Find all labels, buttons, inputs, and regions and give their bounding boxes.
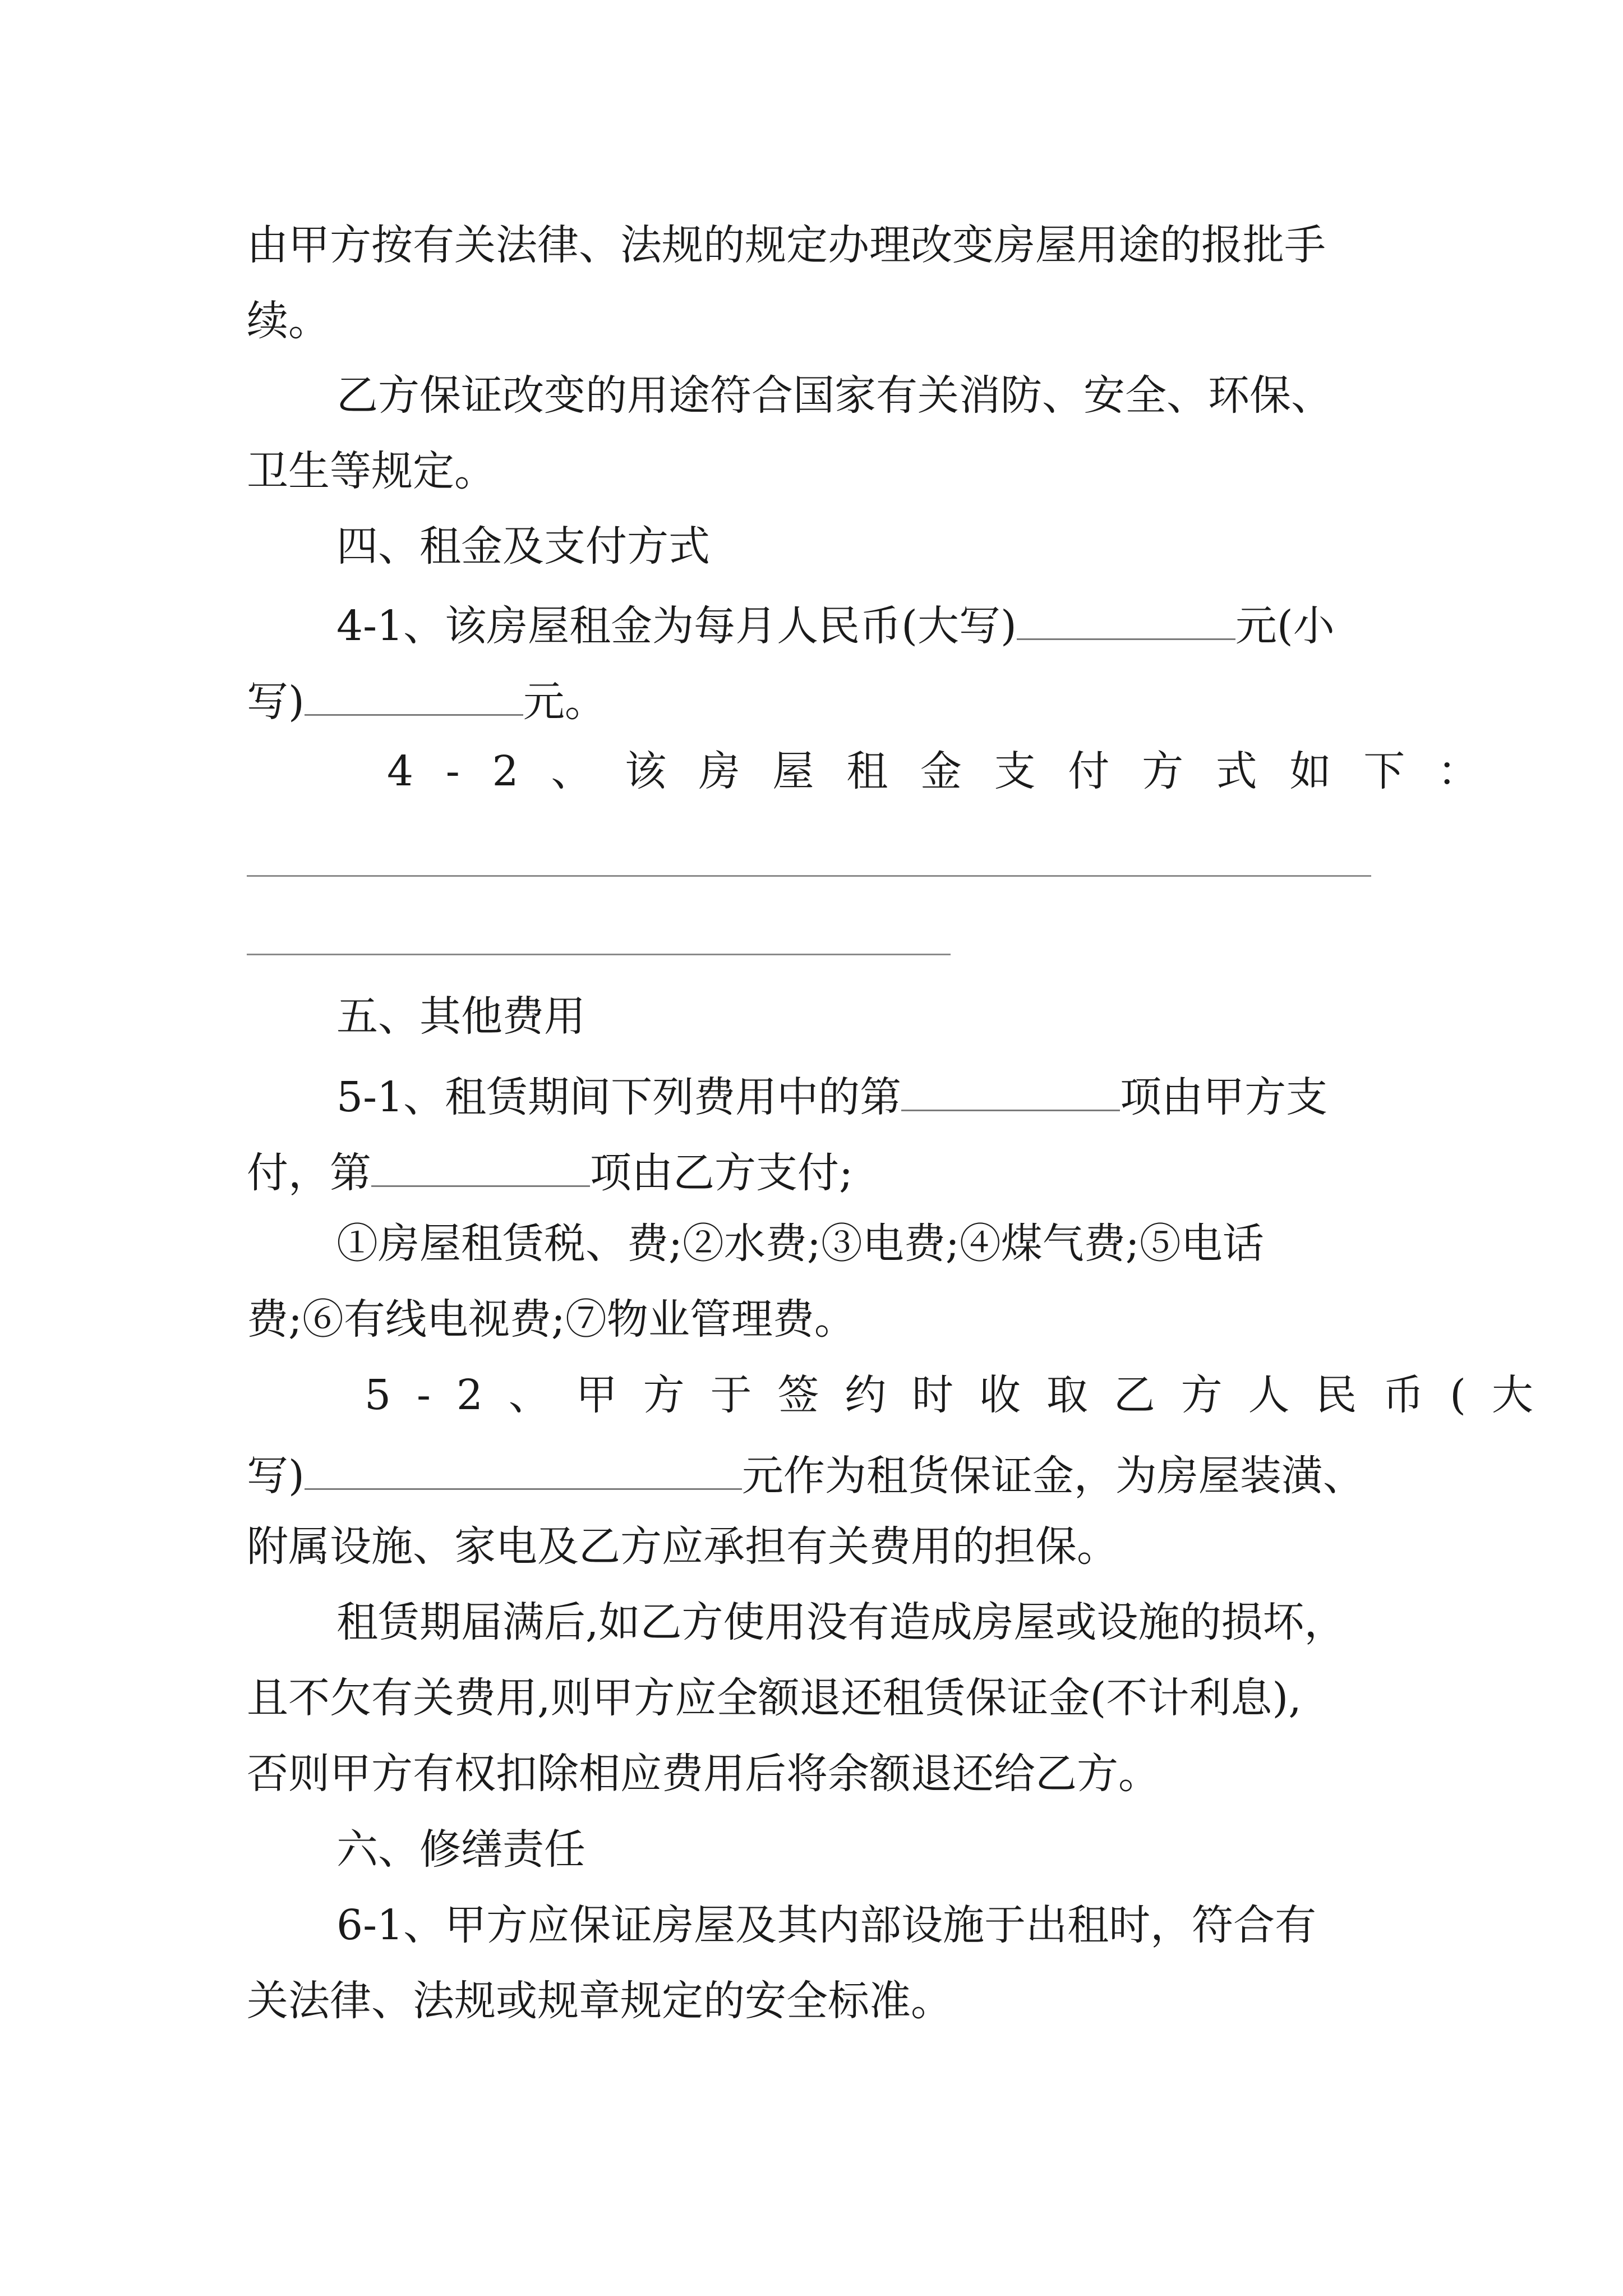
clause-text: 写) [247,1452,305,1501]
clause-4-1 [336,600,1335,651]
fill-in-blank[interactable] [305,676,523,716]
paragraph-line: 由甲方按有关法律、法规的规定办理改变房屋用途的报批手 [247,221,1326,269]
section-heading-6: 六、修缮责任 [336,1825,585,1874]
clause-text: 项由甲方支 [1120,1073,1328,1122]
clause-4-1-cont [247,676,606,726]
paragraph-line: 卫生等规定。 [247,447,496,495]
clause-5-1-cont [247,1147,853,1198]
fill-in-blank[interactable] [305,1450,742,1490]
section-heading-4: 四、租金及支付方式 [336,522,710,570]
fill-in-line[interactable] [247,954,951,955]
paragraph-line: 关法律、法规或规章规定的安全标准。 [247,1977,952,2025]
clause-5-2-cont [247,1450,1364,1501]
paragraph-line: 附属设施、家电及乙方应承担有关费用的担保。 [247,1522,1118,1571]
clause-text: 写) [247,678,305,726]
fee-items-line: ①房屋租赁税、费;②水费;③电费;④煤气费;⑤电话 [336,1220,1264,1268]
fill-in-blank[interactable] [901,1071,1120,1111]
clause-text: 项由乙方支付; [590,1149,853,1198]
clause-5-2: 5-2、甲方于签约时收取乙方人民币(大 [365,1371,1559,1419]
clause-5-1 [336,1071,1328,1122]
clause-text: 元(小 [1235,602,1335,651]
fill-in-blank[interactable] [1017,600,1235,640]
paragraph-line: 续。 [247,297,330,345]
clause-text: 元作为租货保证金，为房屋装潢、 [741,1452,1364,1501]
paragraph-line: 且不欠有关费用,则甲方应全额退还租赁保证金(不计利息), [247,1674,1302,1722]
clause-text: 付，第 [247,1149,371,1198]
section-heading-5: 五、其他费用 [336,992,585,1041]
paragraph-line: 否则甲方有权扣除相应费用后将余额退还给乙方。 [247,1750,1160,1798]
clause-text: 元。 [523,678,606,726]
fill-in-line[interactable] [247,875,1371,877]
paragraph-line: 租赁期届满后,如乙方使用没有造成房屋或设施的损坏， [336,1598,1346,1646]
clause-text: 4-1、该房屋租金为每月人民币(大写) [336,602,1017,651]
clause-text: 5-1、租赁期间下列费用中的第 [336,1073,902,1122]
clause-6-1: 6-1、甲方应保证房屋及其内部设施于出租时，符合有 [336,1901,1317,1949]
fee-items-line: 费;⑥有线电视费;⑦物业管理费。 [247,1295,856,1343]
paragraph-line: 乙方保证改变的用途符合国家有关消防、安全、环保、 [336,371,1332,420]
clause-4-2: 4-2、该房屋租金支付方式如下： [387,747,1511,795]
fill-in-blank[interactable] [371,1147,590,1187]
